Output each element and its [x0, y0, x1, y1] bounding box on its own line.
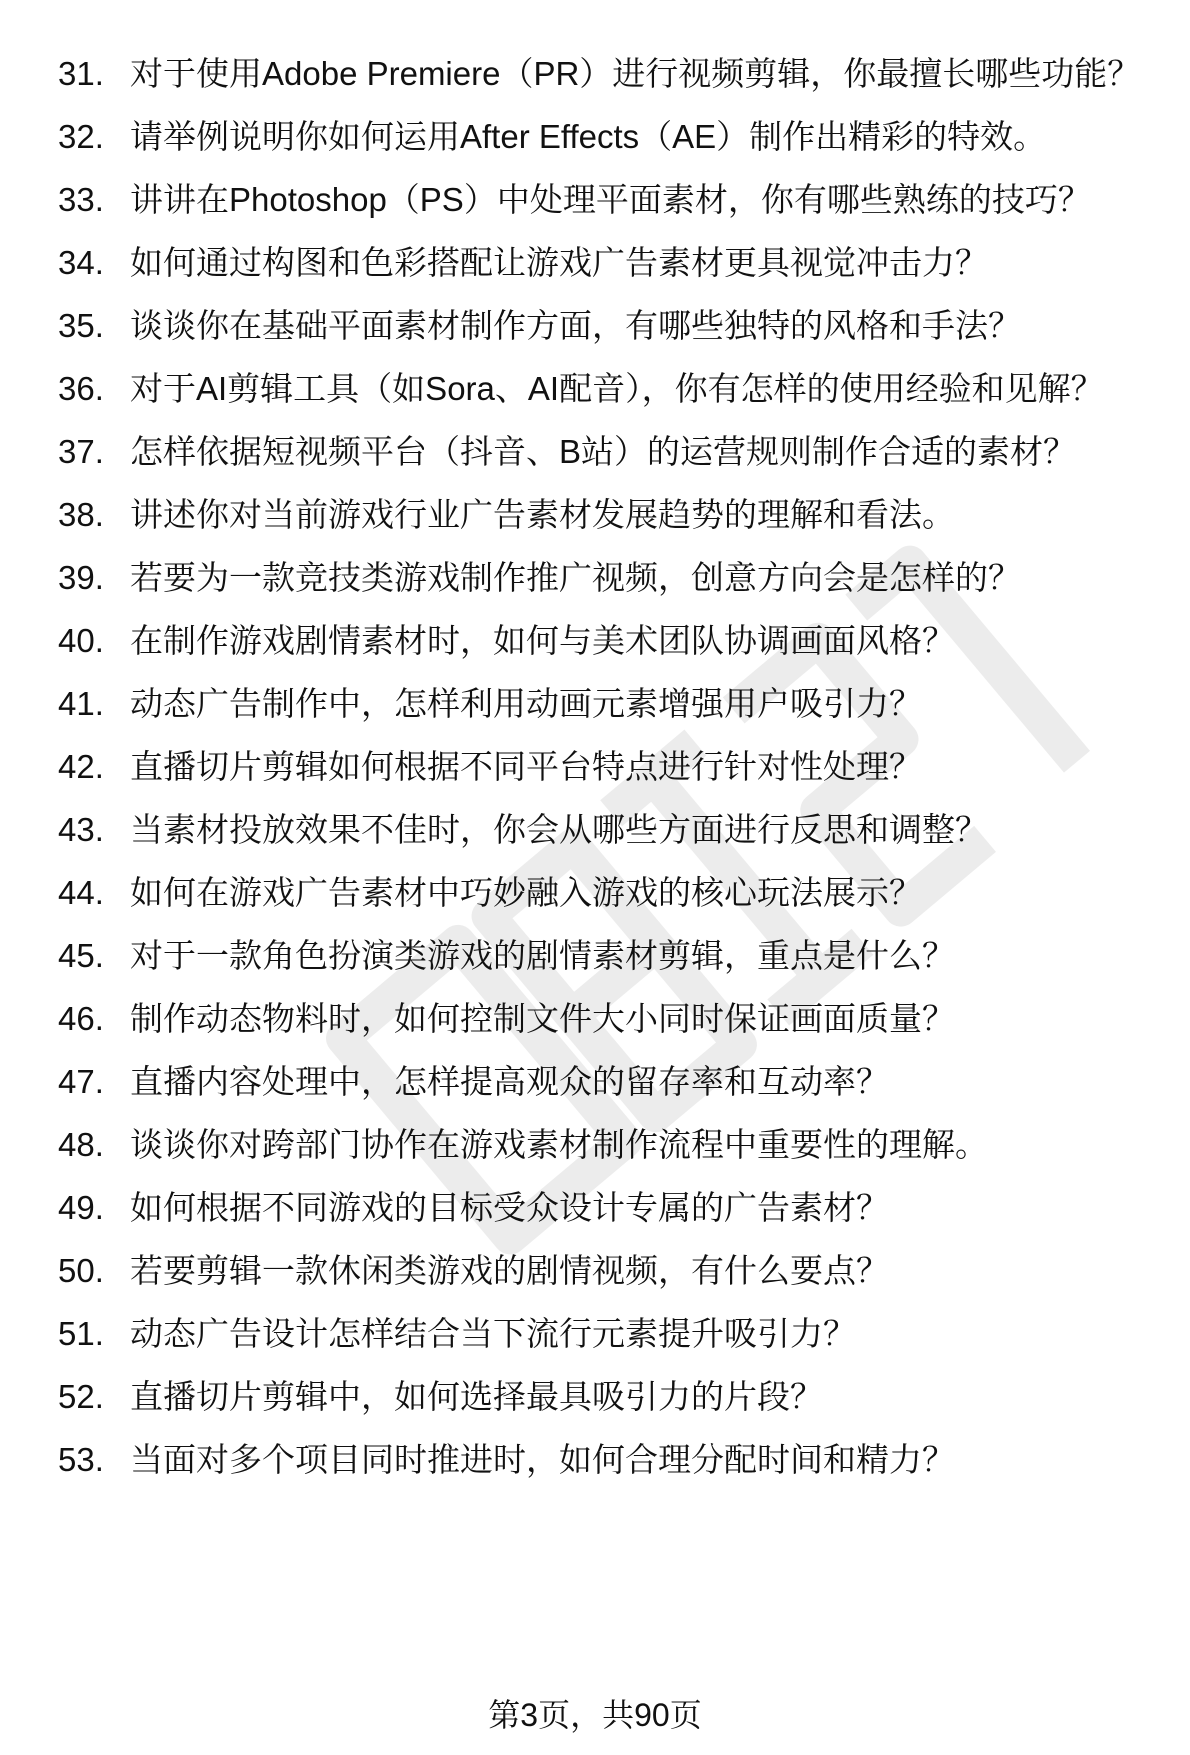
- question-list: [0, 52, 1190, 1501]
- question-item: [0, 1123, 1190, 1167]
- question-text: 直播切片剪辑中，如何选择最具吸引力的片段？: [130, 1378, 823, 1415]
- question-number: 40.: [58, 622, 104, 659]
- question-item: [0, 52, 1190, 96]
- question-number: 35.: [58, 307, 104, 344]
- question-text: 请举例说明你如何运用After Effects（AE）制作出精彩的特效。: [130, 118, 1047, 155]
- question-item: [0, 556, 1190, 600]
- question-number: 46.: [58, 1000, 104, 1037]
- question-number: 33.: [58, 181, 104, 218]
- question-item: [0, 682, 1190, 726]
- question-item: [0, 1312, 1190, 1356]
- question-item: [0, 1375, 1190, 1419]
- question-number: 48.: [58, 1126, 104, 1163]
- question-number: 43.: [58, 811, 104, 848]
- question-item: [0, 493, 1190, 537]
- question-item: [0, 304, 1190, 348]
- question-item: [0, 871, 1190, 915]
- question-number: 34.: [58, 244, 104, 281]
- question-text: 动态广告制作中，怎样利用动画元素增强用户吸引力？: [130, 685, 922, 722]
- question-text: 谈谈你对跨部门协作在游戏素材制作流程中重要性的理解。: [130, 1126, 988, 1163]
- question-item: [0, 367, 1190, 411]
- question-number: 50.: [58, 1252, 104, 1289]
- question-text: 怎样依据短视频平台（抖音、B站）的运营规则制作合适的素材？: [130, 433, 1077, 470]
- question-text: 如何在游戏广告素材中巧妙融入游戏的核心玩法展示？: [130, 874, 922, 911]
- question-text: 在制作游戏剧情素材时，如何与美术团队协调画面风格？: [130, 622, 955, 659]
- page-number-label: 第3页，共90页: [488, 1697, 702, 1733]
- question-text: 对于一款角色扮演类游戏的剧情素材剪辑，重点是什么？: [130, 937, 955, 974]
- question-item: [0, 430, 1190, 474]
- question-item: [0, 808, 1190, 852]
- question-text: 直播内容处理中，怎样提高观众的留存率和互动率？: [130, 1063, 889, 1100]
- question-number: 39.: [58, 559, 104, 596]
- question-text: 直播切片剪辑如何根据不同平台特点进行针对性处理？: [130, 748, 922, 785]
- question-item: [0, 1186, 1190, 1230]
- page-footer: [0, 1693, 1190, 1737]
- question-item: [0, 115, 1190, 159]
- question-number: 44.: [58, 874, 104, 911]
- question-text: 制作动态物料时，如何控制文件大小同时保证画面质量？: [130, 1000, 955, 1037]
- question-number: 52.: [58, 1378, 104, 1415]
- question-text: 讲述你对当前游戏行业广告素材发展趋势的理解和看法。: [130, 496, 955, 533]
- question-item: [0, 745, 1190, 789]
- question-number: 47.: [58, 1063, 104, 1100]
- question-number: 53.: [58, 1441, 104, 1478]
- question-text: 动态广告设计怎样结合当下流行元素提升吸引力？: [130, 1315, 856, 1352]
- question-text: 对于使用Adobe Premiere（PR）进行视频剪辑，你最擅长哪些功能？: [130, 55, 1141, 92]
- question-text: 若要剪辑一款休闲类游戏的剧情视频，有什么要点？: [130, 1252, 889, 1289]
- question-text: 如何根据不同游戏的目标受众设计专属的广告素材？: [130, 1189, 889, 1226]
- question-item: [0, 1249, 1190, 1293]
- question-item: [0, 178, 1190, 222]
- question-number: 42.: [58, 748, 104, 785]
- question-item: [0, 1060, 1190, 1104]
- question-text: 谈谈你在基础平面素材制作方面，有哪些独特的风格和手法？: [130, 307, 1021, 344]
- question-item: [0, 619, 1190, 663]
- question-number: 51.: [58, 1315, 104, 1352]
- question-text: 若要为一款竞技类游戏制作推广视频，创意方向会是怎样的？: [130, 559, 1021, 596]
- question-text: 如何通过构图和色彩搭配让游戏广告素材更具视觉冲击力？: [130, 244, 988, 281]
- question-number: 37.: [58, 433, 104, 470]
- question-item: [0, 997, 1190, 1041]
- question-item: [0, 1438, 1190, 1482]
- question-text: 对于AI剪辑工具（如Sora、AI配音），你有怎样的使用经验和见解？: [130, 370, 1104, 407]
- question-number: 45.: [58, 937, 104, 974]
- question-number: 31.: [58, 55, 104, 92]
- question-number: 41.: [58, 685, 104, 722]
- question-number: 36.: [58, 370, 104, 407]
- question-text: 当面对多个项目同时推进时，如何合理分配时间和精力？: [130, 1441, 955, 1478]
- question-text: 讲讲在Photoshop（PS）中处理平面素材，你有哪些熟练的技巧？: [130, 181, 1091, 218]
- question-item: [0, 934, 1190, 978]
- question-item: [0, 241, 1190, 285]
- question-number: 32.: [58, 118, 104, 155]
- question-text: 当素材投放效果不佳时，你会从哪些方面进行反思和调整？: [130, 811, 988, 848]
- question-number: 49.: [58, 1189, 104, 1226]
- question-number: 38.: [58, 496, 104, 533]
